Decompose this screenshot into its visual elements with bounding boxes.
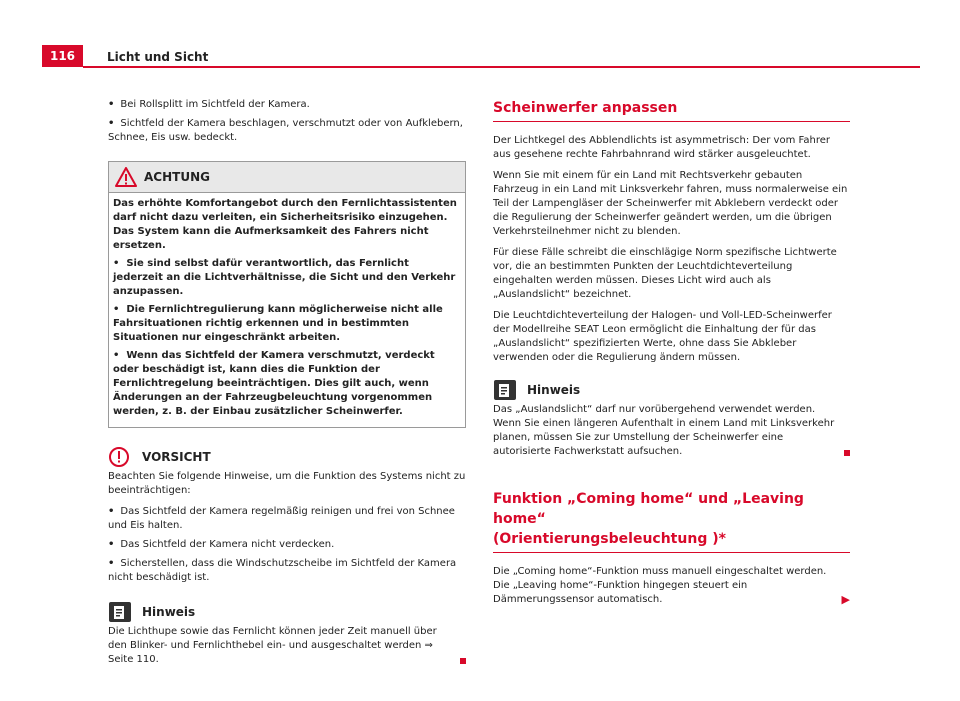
vorsicht-title: VORSICHT (142, 450, 211, 464)
list-item: • Wenn das Sichtfeld der Kamera verschmutzt, verdeckt oder beschädigt ist, kann dies die Funktion der Fernlichtregelung beeinträchtigen. Dies gilt auch, wenn Änderungen an der Fahrzeugbeleuchtung vorgenommen werden, z. B. der Einbau zusätzlicher Scheinwerfer. (113, 350, 435, 417)
header-rule (83, 66, 920, 68)
list-item: • Das Sichtfeld der Kamera nicht verdecken. (108, 539, 335, 550)
page-number: 116 (42, 45, 83, 67)
paragraph: Die Leuchtdichteverteilung der Halogen- und Voll-LED-Scheinwerfer der Modellreihe SEAT Leon ermöglicht die Einhaltung der für das „Auslandslicht“ spezifizierten Werte, ohne dass Sie Abkleber verwenden oder die Regulierung ändern müssen. (493, 310, 832, 363)
section-heading-scheinwerfer: Scheinwerfer anpassen (493, 98, 850, 122)
list-item: • Die Fernlichtregulierung kann möglicherweise nicht alle Fahrsituationen richtig erkennen und in bestimmten Situationen nur eingeschränkt arbeiten. (113, 304, 443, 343)
list-item: • Sichtfeld der Kamera beschlagen, verschmutzt oder von Aufklebern, Schnee, Eis usw. bedeckt. (108, 118, 463, 143)
left-column (108, 98, 466, 667)
hinweis-title: Hinweis (527, 383, 581, 397)
achtung-title: ACHTUNG (144, 170, 210, 184)
achtung-header (109, 162, 465, 193)
section-end-marker (844, 450, 850, 456)
achtung-body (109, 193, 465, 427)
achtung-intro: Das erhöhte Komfortangebot durch den Fernlichtassistenten darf nicht dazu verleiten, ein Sicherheitsrisiko einzugehen. Das System kann die Aufmerksamkeit des Fahrers nicht ersetzen. (113, 198, 457, 251)
paragraph: Der Lichtkegel des Abblendlichts ist asymmetrisch: Der vom Fahrer aus gesehene rechte Fahrbahnrand wird stärker ausgeleuchtet. (493, 135, 830, 160)
hinweis-heading (493, 377, 850, 403)
hinweis-text: Die Lichthupe sowie das Fernlicht können jeder Zeit manuell über den Blinker- und Fernlichthebel ein- und ausgeschaltet werden ⇒ Seite 110. (108, 626, 437, 665)
vorsicht-heading (108, 444, 466, 470)
warning-triangle-icon (115, 167, 137, 187)
paragraph: Für diese Fälle schreibt die einschlägige Norm spezifische Lichtwerte vor, die an bestimmten Punkten der Leuchtdichteverteilung eingehalten werden müssen. Dieses Licht wird auch als „Auslandslicht“ bezeichnet. (493, 247, 837, 300)
continue-arrow-icon: ▶ (841, 593, 850, 606)
right-column (493, 98, 850, 607)
section-end-marker (460, 658, 466, 664)
paragraph: Wenn Sie mit einem für ein Land mit Rechtsverkehr gebauten Fahrzeug in ein Land mit Linksverkehr fahren, muss normalerweise ein Teil der Lampengläser der Scheinwerfer mit Abklebern verdeckt oder die Regulierung der Scheinwerfer geändert werden, um die übrigen Verkehrsteilnehmer nicht zu blenden. (493, 170, 848, 237)
achtung-box (108, 161, 466, 428)
caution-circle-icon (108, 446, 130, 468)
info-note-icon (108, 601, 132, 623)
section-heading-coming-home: Funktion „Coming home“ und „Leaving home“ (Orientierungsbeleuchtung )* (493, 489, 850, 553)
info-note-icon (493, 379, 517, 401)
list-item: • Sicherstellen, dass die Windschutzscheibe im Sichtfeld der Kamera nicht beschädigt ist. (108, 558, 457, 583)
hinweis-heading (108, 599, 466, 625)
hinweis-text: Das „Auslandslicht“ darf nur vorübergehend verwendet werden. Wenn Sie einen längeren Aufenthalt in einem Land mit Linksverkehr planen, müssen Sie zur Umstellung der Scheinwerfer eine autorisierte Fachwerkstatt aufsuchen. (493, 404, 835, 457)
paragraph: Die „Coming home“-Funktion muss manuell eingeschaltet werden. Die „Leaving home“-Funktion hingegen steuert ein Dämmerungssensor automatisch. (493, 566, 827, 605)
chapter-title: Licht und Sicht (107, 50, 209, 64)
list-item: • Das Sichtfeld der Kamera regelmäßig reinigen und frei von Schnee und Eis halten. (108, 506, 455, 531)
hinweis-title: Hinweis (142, 605, 196, 619)
list-item: • Bei Rollsplitt im Sichtfeld der Kamera. (108, 99, 310, 110)
list-item: • Sie sind selbst dafür verantwortlich, das Fernlicht jederzeit an die Lichtverhältnisse, die Sicht und den Verkehr anzupassen. (113, 258, 456, 297)
vorsicht-intro: Beachten Sie folgende Hinweise, um die Funktion des Systems nicht zu beeinträchtigen: (108, 471, 466, 496)
